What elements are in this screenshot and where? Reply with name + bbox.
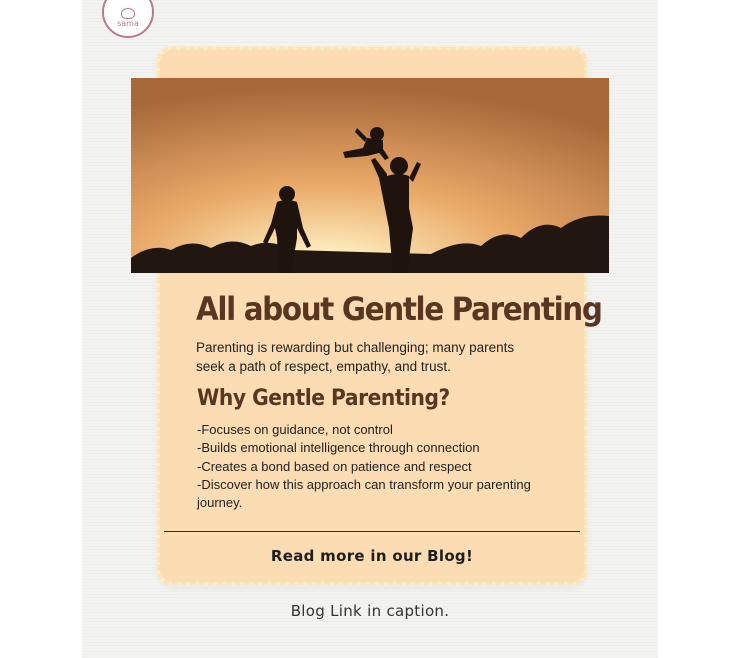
logo-mark-icon	[121, 8, 135, 19]
logo-text: sama	[117, 19, 139, 28]
benefit-item: -Creates a bond based on patience and respect	[197, 458, 472, 474]
sunset-silhouette-image	[131, 78, 609, 273]
benefit-item: -Focuses on guidance, not control	[197, 422, 393, 437]
footer-caption: Blog Link in caption.	[290, 602, 450, 620]
section-heading: Why Gentle Parenting?	[197, 386, 450, 411]
read-blog-link[interactable]: Read more in our Blog!	[270, 547, 474, 565]
page-title: All about Gentle Parenting	[196, 290, 602, 328]
benefit-item: -Builds emotional intelligence through connection	[197, 440, 480, 456]
intro-text: Parenting is rewarding but challenging; many parents seek a path of respect, empathy, and trust.	[196, 340, 515, 374]
benefit-list	[197, 421, 537, 512]
benefit-item: -Discover how this approach can transform your parenting journey.	[197, 476, 531, 511]
divider-line	[164, 531, 580, 532]
family-silhouette-photo	[131, 78, 609, 273]
